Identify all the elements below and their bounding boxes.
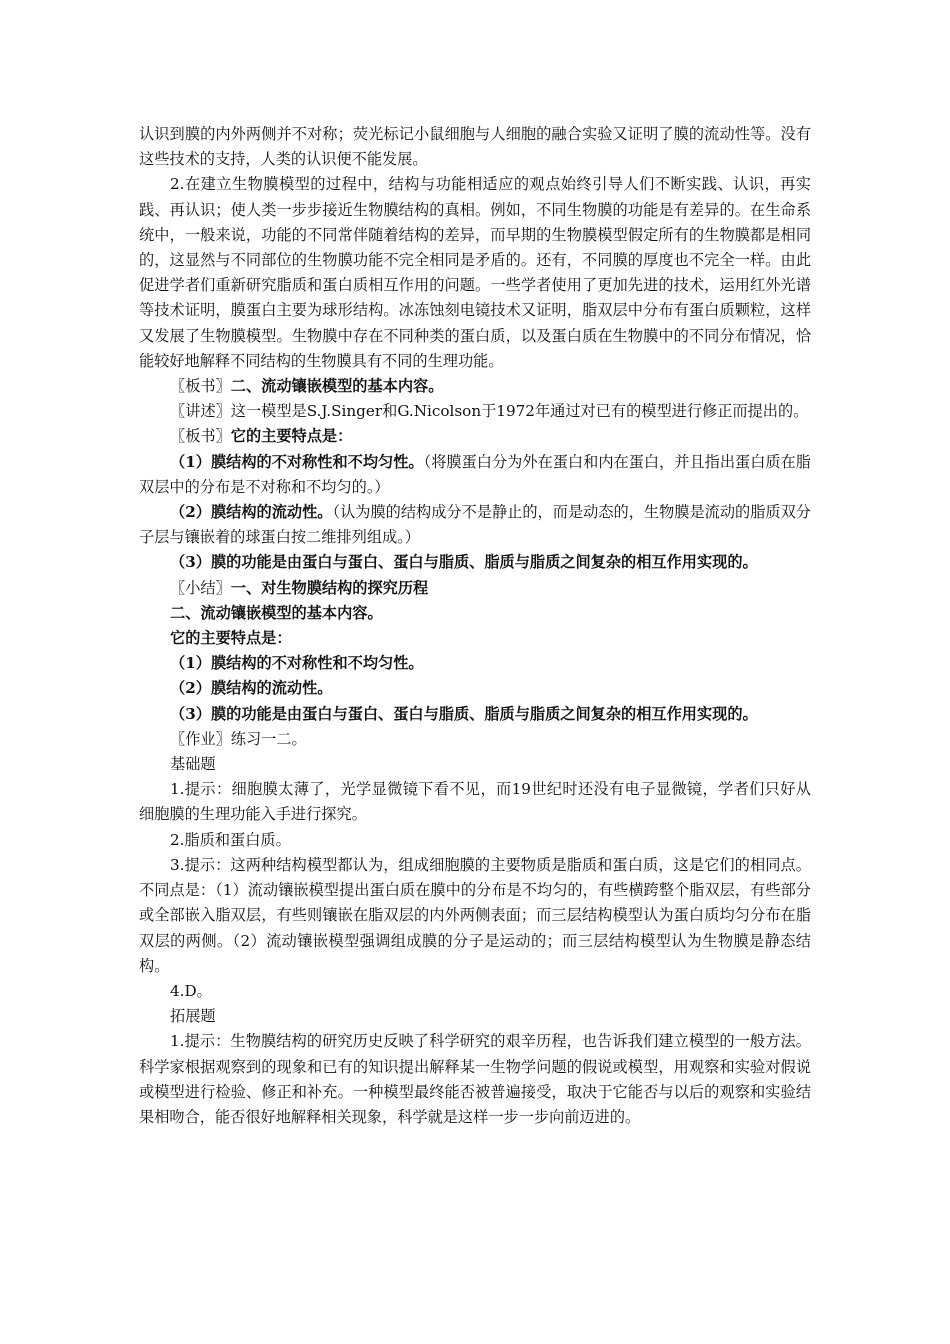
summary-line: 它的主要特点是： xyxy=(170,629,292,648)
summary-tag: 〖小结〗 xyxy=(170,578,231,597)
feature-2 xyxy=(139,500,811,550)
feature-3: （3）膜的功能是由蛋白与蛋白、蛋白与脂质、脂质与脂质之间复杂的相互作用实现的。 xyxy=(170,553,758,572)
basic-answer-4: 4.D。 xyxy=(170,981,212,1000)
feature-1 xyxy=(139,450,811,500)
basic-answer-1: 1.提示：细胞膜太薄了，光学显微镜下看不见，而19世纪时还没有电子显微镜，学者们只好从细胞膜的生理功能入手进行探究。 xyxy=(139,780,811,824)
feature-1-title: （1）膜结构的不对称性和不均匀性。 xyxy=(170,452,424,471)
board-text: 它的主要特点是： xyxy=(230,427,353,446)
basic-answer-2: 2.脂质和蛋白质。 xyxy=(170,830,291,849)
feature-1-note: （将膜蛋白分为外在蛋白和内在蛋白，并且指出蛋白质在脂双层中的分布是不对称和不均匀的。） xyxy=(139,452,811,496)
summary-line: （1）膜结构的不对称性和不均匀性。 xyxy=(170,654,424,673)
paragraph-point-2: 2.在建立生物膜模型的过程中，结构与功能相适应的观点始终引导人们不断实践、认识，再实践、再认识；使人类一步步接近生物膜结构的真相。例如，不同生物膜的功能是有差异的。在生命系统中，一般来说，功能的不同常伴随着结构的差异，而早期的生物膜模型假定所有的生物膜都是相同的，这显然与不同部位的生物膜功能不完全相同是矛盾的。还有，不同膜的厚度也不完全一样。由此促进学者们重新研究脂质和蛋白质相互作用的问题。一些学者使用了更加先进的技术，运用红外光谱等技术证明，膜蛋白主要为球形结构。冰冻蚀刻电镜技术又证明，脂双层中分布有蛋白质颗粒，这样又发展了生物膜模型。生物膜中存在不同种类的蛋白质，以及蛋白质在生物膜中的不同分布情况，恰能较好地解释不同结构的生物膜具有不同的生理功能。 xyxy=(139,175,811,370)
extend-answer-1: 1.提示：生物膜结构的研究历史反映了科学研究的艰辛历程，也告诉我们建立模型的一般方法。科学家根据观察到的现象和已有的知识提出解释某一生物学问题的假说或模型，用观察和实验对假说或模型进行检验、修正和补充。一种模型最终能否被普遍接受，取决于它能否与以后的观察和实验结果相吻合，能否很好地解释相关现象，科学就是这样一步一步向前迈进的。 xyxy=(139,1032,811,1126)
summary-line: 一、对生物膜结构的探究历程 xyxy=(230,578,429,597)
feature-2-title: （2）膜结构的流动性。 xyxy=(170,503,333,522)
basic-answer-3: 3.提示：这两种结构模型都认为，组成细胞膜的主要物质是脂质和蛋白质，这是它们的相同点。不同点是：（1）流动镶嵌模型提出蛋白质在膜中的分布是不均匀的，有些横跨整个脂双层，有些部分或全部嵌入脂双层，有些则镶嵌在脂双层的内外两侧表面；而三层结构模型认为蛋白质均匀分布在脂双层的两侧。（2）流动镶嵌模型强调组成膜的分子是运动的；而三层结构模型认为生物膜是静态结构。 xyxy=(139,855,811,975)
homework-text: 练习一二。 xyxy=(230,729,307,748)
extend-heading: 拓展题 xyxy=(170,1007,216,1026)
board-heading-2 xyxy=(139,424,811,449)
basic-heading: 基础题 xyxy=(170,755,216,774)
summary-heading xyxy=(139,576,811,601)
board-tag: 〖板书〗 xyxy=(170,377,231,396)
lecture-paragraph xyxy=(139,399,811,424)
summary-line: 二、流动镶嵌模型的基本内容。 xyxy=(170,603,383,622)
summary-line: （3）膜的功能是由蛋白与蛋白、蛋白与脂质、脂质与脂质之间复杂的相互作用实现的。 xyxy=(170,704,758,723)
paragraph-continuation: 认识到膜的内外两侧并不对称；荧光标记小鼠细胞与人细胞的融合实验又证明了膜的流动性等。没有这些技术的支持，人类的认识便不能发展。 xyxy=(139,125,811,169)
homework-tag: 〖作业〗 xyxy=(170,729,231,748)
homework-line xyxy=(139,727,811,752)
feature-2-note: （认为膜的结构成分不是静止的，而是动态的，生物膜是流动的脂质双分子层与镶嵌着的球蛋白按二维排列组成。） xyxy=(139,503,811,547)
lecture-text: 这一模型是S.J.Singer和G.Nicolson于1972年通过对已有的模型进行修正而提出的。 xyxy=(230,402,809,421)
summary-line: （2）膜结构的流动性。 xyxy=(170,679,333,698)
board-tag: 〖板书〗 xyxy=(170,427,231,446)
board-text: 二、流动镶嵌模型的基本内容。 xyxy=(230,377,444,396)
lecture-tag: 〖讲述〗 xyxy=(170,402,231,421)
board-heading-1 xyxy=(139,374,811,399)
document-page xyxy=(139,122,811,1130)
